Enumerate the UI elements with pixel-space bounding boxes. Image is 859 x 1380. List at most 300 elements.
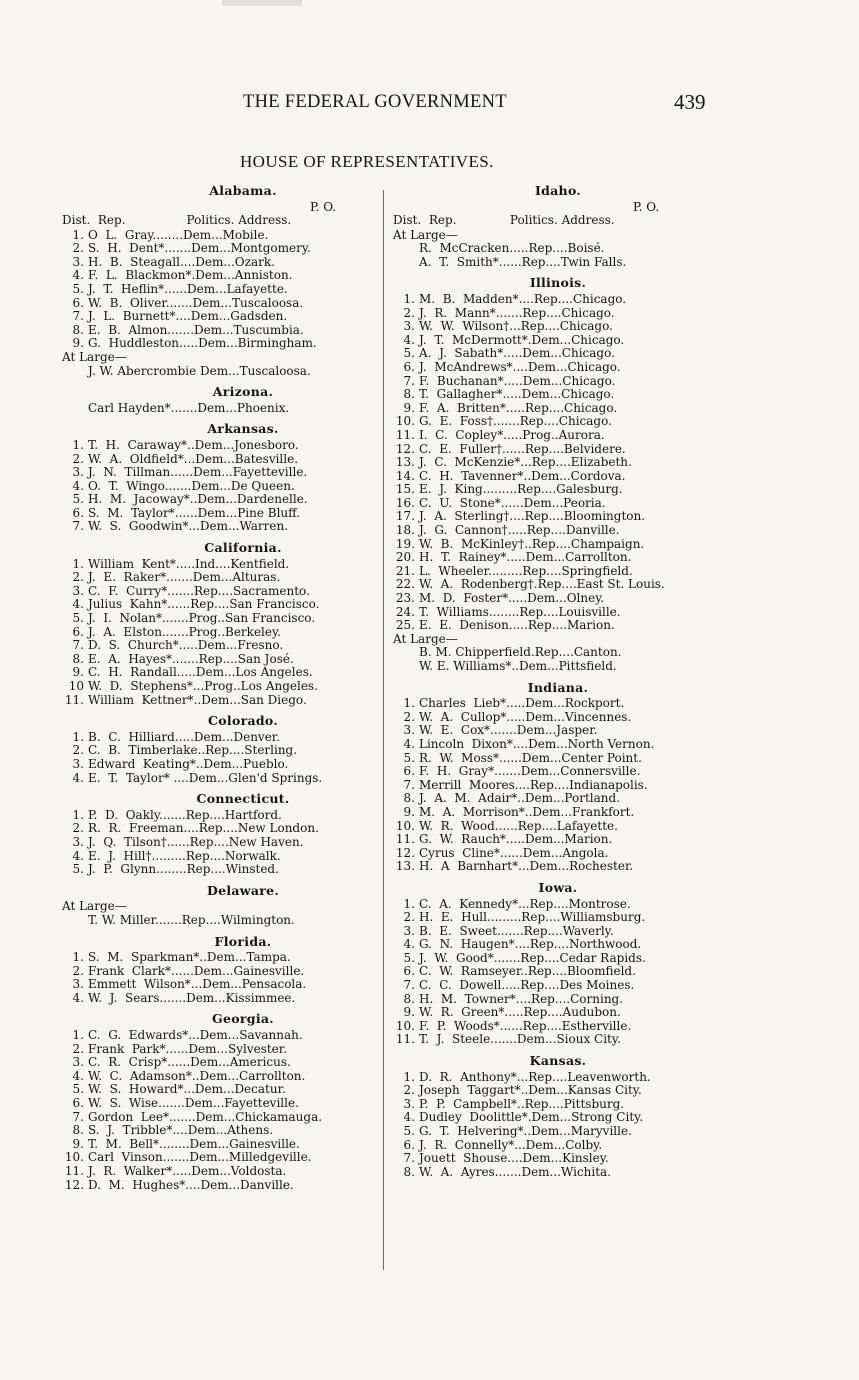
member-entry: R. W. Moss*......Dem...Center Point. — [419, 750, 642, 765]
member-row — [62, 680, 384, 694]
member-row — [62, 772, 384, 786]
running-header — [0, 92, 859, 118]
member-row — [393, 792, 723, 806]
member-entry: F. A. Britten*.....Rep....Chicago. — [419, 400, 618, 415]
district-number: 3. — [403, 723, 415, 738]
member-entry: F. P. Woods*......Rep....Estherville. — [419, 1018, 632, 1033]
politics-address-label: Politics. Address. — [186, 212, 292, 227]
member-row — [62, 758, 384, 772]
member-entry: C. G. Edwards*...Dem...Savannah. — [88, 1028, 303, 1043]
member-entry: C. F. Curry*.......Rep....Sacramento. — [88, 583, 310, 598]
state-name: Connecticut. — [196, 791, 290, 807]
member-entry: M. B. Madden*....Rep....Chicago. — [419, 291, 627, 306]
member-row — [393, 911, 723, 925]
district-number: 4. — [72, 597, 84, 612]
member-entry: D. S. Church*.....Dem...Fresno. — [88, 638, 284, 653]
district-number: 2. — [72, 963, 84, 978]
member-entry: H. E. Hull.........Rep....Williamsburg. — [419, 910, 646, 925]
member-row — [393, 592, 723, 606]
state-name: Alabama. — [209, 183, 277, 198]
member-entry: G. W. Rauch*.....Dem...Marion. — [419, 832, 613, 847]
member-row — [393, 334, 723, 348]
member-entry: W. R. Wood......Rep....Lafayette. — [419, 818, 618, 833]
member-row — [62, 453, 384, 467]
member-row — [62, 965, 384, 979]
district-number: 8. — [72, 651, 84, 666]
member-entry: W. B. Oliver.......Dem...Tuscaloosa. — [88, 295, 304, 310]
state-name: Colorado. — [208, 713, 278, 729]
district-number: 6. — [72, 1096, 84, 1111]
member-entry: Frank Clark*......Dem...Gainesville. — [88, 963, 305, 978]
district-number: 23. — [395, 591, 415, 606]
member-row — [393, 952, 723, 966]
member-row — [393, 293, 723, 307]
member-entry: T. H. Caraway*..Dem...Jonesboro. — [88, 437, 299, 452]
member-row — [393, 1125, 723, 1139]
district-number: 1. — [72, 556, 84, 571]
member-row — [393, 1152, 723, 1166]
member-entry: I. C. Copley*.....Prog..Aurora. — [419, 427, 605, 442]
state-block — [62, 792, 384, 877]
district-number: 16. — [395, 495, 415, 510]
member-row — [62, 992, 384, 1006]
member-row — [62, 850, 384, 864]
district-number: 22. — [395, 577, 415, 592]
member-row — [62, 283, 384, 297]
member-row — [62, 337, 384, 351]
state-name: Indiana. — [527, 679, 589, 695]
district-number: 6. — [403, 764, 415, 779]
member-entry: S. J. Tribble*....Dem...Athens. — [88, 1123, 274, 1138]
state-name: California. — [204, 540, 282, 556]
state-block — [62, 884, 384, 928]
member-entry: S. M. Sparkman*..Dem...Tampa. — [88, 950, 291, 965]
member-row — [62, 1083, 384, 1097]
member-row — [62, 626, 384, 640]
district-number: 6. — [72, 624, 84, 639]
district-number: 3. — [72, 1055, 84, 1070]
member-entry: E. A. Hayes*.......Rep....San José. — [88, 651, 294, 666]
district-number: 15. — [395, 482, 415, 497]
member-row — [393, 347, 723, 361]
dist-rep-label: Dist. Rep. — [62, 212, 126, 227]
district-number: 7. — [403, 1151, 415, 1166]
state-name: Arkansas. — [207, 421, 279, 437]
member-entry: W. S. Wise.......Dem...Fayetteville. — [88, 1096, 299, 1111]
member-entry: J. G. Cannon†.....Rep....Danville. — [419, 523, 620, 538]
member-row — [62, 1179, 384, 1193]
state-block — [393, 184, 723, 269]
district-number: 9. — [72, 665, 84, 680]
member-entry: H. A Barnhart*...Dem...Rochester. — [419, 859, 634, 874]
member-entry: J. W. Good*.......Rep....Cedar Rapids. — [419, 950, 646, 965]
district-number: 6. — [72, 295, 84, 310]
district-number: 2. — [403, 1083, 415, 1098]
district-number: 1. — [72, 729, 84, 744]
member-row — [393, 860, 723, 874]
state-name: Kansas. — [529, 1053, 587, 1069]
member-row — [62, 822, 384, 836]
state-block — [62, 714, 384, 785]
member-row — [393, 456, 723, 470]
district-number: 10. — [64, 1150, 84, 1165]
member-entry: H. M. Jacoway*..Dem...Dardenelle. — [88, 492, 308, 507]
district-number: 11. — [395, 832, 415, 847]
district-number: 2. — [403, 910, 415, 925]
member-entry: F. Buchanan*.....Dem...Chicago. — [419, 373, 616, 388]
member-entry: C. H. Tavenner*..Dem...Cordova. — [419, 468, 626, 483]
district-number: 6. — [403, 964, 415, 979]
member-row — [62, 653, 384, 667]
district-number: 1. — [72, 227, 84, 242]
member-entry: W. J. Sears.......Dem...Kissimmee. — [88, 990, 296, 1005]
member-entry: B. C. Hilliard.....Dem...Denver. — [88, 729, 281, 744]
district-number: 1. — [72, 950, 84, 965]
member-entry: W. A. Rodenberg†.Rep....East St. Louis. — [419, 577, 665, 592]
scan-smudge — [222, 0, 302, 6]
member-entry: J. L. Burnett*....Dem...Gadsden. — [88, 309, 288, 324]
member-row — [62, 639, 384, 653]
member-row — [62, 310, 384, 324]
member-entry: F. H. Gray*.......Dem...Connersville. — [419, 764, 641, 779]
member-entry: J. R. Connelly*...Dem...Colby. — [419, 1137, 603, 1152]
member-entry: J. T. McDermott*.Dem...Chicago. — [419, 332, 625, 347]
at-large-row — [62, 914, 384, 928]
state-name: Arizona. — [212, 384, 274, 400]
district-number: 8. — [403, 991, 415, 1006]
member-row — [62, 836, 384, 850]
member-row — [62, 612, 384, 626]
member-row — [393, 551, 723, 565]
member-entry: C. H. Randall.....Dem...Los Angeles. — [88, 665, 313, 680]
state-block — [393, 881, 723, 1047]
district-number: 25. — [395, 618, 415, 633]
member-entry: J. E. Raker*.......Dem...Alturas. — [88, 570, 281, 585]
district-number: 10. — [395, 414, 415, 429]
member-row — [62, 585, 384, 599]
member-row — [393, 925, 723, 939]
district-number: 3. — [403, 923, 415, 938]
member-entry: E. J. King.........Rep....Galesburg. — [419, 482, 623, 497]
district-number: 13. — [395, 859, 415, 874]
district-number: 1. — [72, 437, 84, 452]
district-number: 3. — [72, 834, 84, 849]
member-row — [393, 443, 723, 457]
member-entry: J. N. Tillman......Dem...Fayetteville. — [88, 465, 308, 480]
district-number: 1. — [72, 1028, 84, 1043]
member-row — [62, 269, 384, 283]
at-large-label: At Large— — [393, 227, 458, 242]
member-row — [393, 375, 723, 389]
district-number: 6. — [72, 505, 84, 520]
member-row — [62, 731, 384, 745]
at-large-row — [393, 660, 723, 674]
district-number: 11. — [395, 1032, 415, 1047]
member-entry: T. M. Bell*........Dem...Gainesville. — [88, 1136, 300, 1151]
district-number: 7. — [72, 1109, 84, 1124]
member-entry: T. W. Miller.......Rep....Wilmington. — [88, 912, 295, 927]
member-row — [393, 619, 723, 633]
state-name: Illinois. — [529, 275, 587, 291]
district-number: 5. — [403, 1124, 415, 1138]
district-number: 5. — [72, 862, 84, 877]
member-entry: W. A. Cullop*.....Dem...Vincennes. — [419, 709, 632, 724]
district-number: 2. — [403, 305, 415, 320]
member-entry: R. McCracken.....Rep....Boisé. — [419, 241, 605, 256]
district-number: 9. — [403, 804, 415, 819]
member-entry: G. Huddleston.....Dem...Birmingham. — [88, 336, 317, 351]
column-header — [393, 201, 723, 229]
member-entry: J. A. Sterling†....Rep....Bloomington. — [419, 509, 646, 524]
member-row — [62, 694, 384, 708]
district-number: 20. — [395, 550, 415, 565]
district-number: 10 — [68, 679, 84, 693]
member-row — [393, 538, 723, 552]
member-entry: R. R. Freeman....Rep....New London. — [88, 821, 319, 836]
member-row — [393, 1166, 723, 1180]
member-entry: J. P. Glynn........Rep....Winsted. — [88, 862, 279, 877]
member-entry: Edward Keating*..Dem...Pueblo. — [88, 756, 289, 771]
member-entry: Charles Lieb*.....Dem...Rockport. — [419, 696, 625, 711]
member-entry: C. U. Stone*......Dem...Peoria. — [419, 495, 606, 510]
member-entry: H. T. Rainey*.....Dem...Carrollton. — [419, 550, 632, 565]
member-entry: H. M. Towner*....Rep....Corning. — [419, 991, 624, 1006]
district-number: 2. — [72, 1041, 84, 1056]
district-number: 9. — [72, 1136, 84, 1151]
member-row — [62, 507, 384, 521]
district-number: 4. — [72, 990, 84, 1005]
district-number: 1. — [403, 1069, 415, 1084]
member-entry: G. T. Helvering*..Dem...Maryville. — [419, 1124, 632, 1138]
left-column — [62, 184, 384, 1192]
politics-address-label: Politics. Address. — [509, 212, 615, 227]
member-row — [393, 497, 723, 511]
member-row — [393, 779, 723, 793]
district-number: 3. — [72, 465, 84, 480]
member-row — [393, 429, 723, 443]
member-row — [393, 965, 723, 979]
member-row — [62, 666, 384, 680]
district-number: 5. — [403, 950, 415, 965]
member-row — [393, 510, 723, 524]
at-large-label: At Large— — [62, 899, 127, 914]
member-entry: Carl Hayden*.......Dem...Phoenix. — [88, 400, 290, 415]
district-number: 4. — [403, 937, 415, 952]
dist-rep-label: Dist. Rep. — [393, 212, 457, 227]
member-entry: W. C. Adamson*..Dem...Carrollton. — [88, 1068, 306, 1083]
member-entry: T. J. Steele.......Dem...Sioux City. — [419, 1032, 621, 1047]
member-entry: C. W. Ramseyer..Rep....Bloomfield. — [419, 964, 636, 979]
member-entry: M. D. Foster*.....Dem...Olney. — [419, 591, 605, 606]
district-number: 7. — [72, 519, 84, 534]
district-number: 9. — [403, 400, 415, 415]
district-number: 7. — [72, 638, 84, 653]
district-number: 12. — [395, 845, 415, 860]
running-title: THE FEDERAL GOVERNMENT — [243, 92, 507, 112]
member-entry: W. E. Cox*.......Dem...Jasper. — [419, 723, 598, 738]
district-number: 11. — [64, 1164, 84, 1178]
at-large-label: At Large— — [62, 349, 127, 364]
member-row — [393, 724, 723, 738]
member-row — [62, 1029, 384, 1043]
at-large-row — [62, 402, 384, 416]
member-entry: W. A. Ayres.......Dem...Wichita. — [419, 1164, 612, 1179]
header-row — [62, 214, 291, 228]
district-number: 5. — [403, 750, 415, 765]
state-block — [62, 1012, 384, 1192]
member-entry: E. T. Taylor* ....Dem...Glen'd Springs. — [88, 770, 323, 785]
district-number: 8. — [403, 1164, 415, 1179]
district-number: 12. — [395, 441, 415, 456]
member-entry: T. Gallagher*.....Dem...Chicago. — [419, 387, 615, 402]
member-row — [393, 938, 723, 952]
member-entry: E. E. Denison.....Rep....Marion. — [419, 618, 615, 633]
member-row — [393, 524, 723, 538]
member-entry: G. N. Haugen*....Rep....Northwood. — [419, 937, 642, 952]
member-row — [393, 752, 723, 766]
member-row — [62, 558, 384, 572]
district-number: 1. — [403, 896, 415, 911]
district-number: 3. — [403, 1096, 415, 1111]
member-row — [62, 1056, 384, 1070]
state-block — [393, 276, 723, 673]
district-number: 7. — [403, 978, 415, 993]
state-block — [393, 1054, 723, 1179]
member-row — [62, 1138, 384, 1152]
member-row — [62, 493, 384, 507]
member-entry: J. Q. Tilson†......Rep....New Haven. — [88, 834, 304, 849]
district-number: 2. — [403, 709, 415, 724]
member-entry: Lincoln Dixon*....Dem...North Vernon. — [419, 736, 655, 751]
member-entry: J. C. McKenzie*...Rep....Elizabeth. — [419, 455, 632, 470]
district-number: 2. — [72, 821, 84, 836]
member-entry: W. S. Howard*...Dem...Decatur. — [88, 1082, 286, 1097]
state-block — [393, 681, 723, 874]
district-number: 8. — [72, 1123, 84, 1138]
header-row — [393, 214, 615, 228]
district-number: 10. — [395, 1018, 415, 1033]
district-number: 7. — [72, 309, 84, 324]
member-row — [393, 738, 723, 752]
member-entry: Merrill Moores....Rep....Indianapolis. — [419, 777, 648, 792]
state-name: Delaware. — [206, 882, 280, 898]
member-entry: B. E. Sweet.......Rep....Waverly. — [419, 923, 614, 938]
district-number: 7. — [403, 777, 415, 792]
member-entry: J. I. Nolan*.......Prog..San Francisco. — [88, 611, 316, 626]
member-row — [62, 229, 384, 243]
member-row — [393, 1020, 723, 1034]
member-row — [62, 978, 384, 992]
member-row — [393, 320, 723, 334]
member-row — [62, 324, 384, 338]
member-row — [393, 1084, 723, 1098]
district-number: 10. — [395, 818, 415, 833]
member-row — [393, 820, 723, 834]
member-entry: W. S. Goodwin*...Dem...Warren. — [88, 519, 289, 534]
member-entry: J. T. Heflin*......Dem...Lafayette. — [88, 281, 288, 296]
member-row — [62, 520, 384, 534]
member-row — [393, 1071, 723, 1085]
district-number: 5. — [72, 492, 84, 507]
member-row — [62, 1043, 384, 1057]
member-entry: B. M. Chipperfield.Rep....Canton. — [419, 645, 622, 660]
state-name: Florida. — [214, 933, 272, 949]
member-row — [62, 1151, 384, 1165]
district-number: 4. — [72, 770, 84, 785]
state-block — [62, 422, 384, 534]
district-number: 4. — [72, 1068, 84, 1083]
district-number: 11. — [395, 427, 415, 442]
member-row — [393, 1111, 723, 1125]
member-entry: P. D. Oakly.......Rep....Hartford. — [88, 807, 282, 822]
member-row — [393, 765, 723, 779]
district-number: 8. — [72, 322, 84, 337]
member-row — [393, 1033, 723, 1047]
member-entry: G. E. Foss†.......Rep....Chicago. — [419, 414, 612, 429]
member-row — [62, 571, 384, 585]
state-block — [62, 385, 384, 415]
member-entry: Jouett Shouse....Dem...Kinsley. — [419, 1151, 609, 1166]
member-entry: William Kent*.....Ind....Kentfield. — [88, 556, 290, 571]
spacer — [457, 213, 510, 227]
member-row — [62, 1165, 384, 1179]
district-number: 2. — [72, 451, 84, 466]
column-header — [62, 201, 384, 229]
member-row — [393, 307, 723, 321]
member-entry: W. D. Stephens*...Prog..Los Angeles. — [88, 679, 318, 693]
member-row — [393, 565, 723, 579]
member-entry: Emmett Wilson*...Dem...Pensacola. — [88, 977, 307, 992]
member-row — [62, 1097, 384, 1111]
district-number: 6. — [403, 1137, 415, 1152]
at-large-row — [393, 646, 723, 660]
member-entry: Joseph Taggart*..Dem...Kansas City. — [419, 1083, 642, 1098]
district-number: 8. — [403, 791, 415, 806]
member-row — [62, 744, 384, 758]
district-number: 17. — [395, 509, 415, 524]
member-entry: Carl Vinson.......Dem...Milledgeville. — [88, 1150, 312, 1165]
member-entry: Julius Kahn*......Rep....San Francisco. — [88, 597, 320, 612]
right-column — [393, 184, 723, 1179]
member-entry: William Kettner*..Dem...San Diego. — [88, 692, 307, 707]
member-entry: L. Wheeler.........Rep....Springfield. — [419, 563, 633, 578]
member-entry: J. W. Abercrombie Dem...Tuscaloosa. — [88, 363, 311, 378]
member-entry: A. J. Sabath*.....Dem...Chicago. — [419, 346, 615, 361]
member-entry: Frank Park*......Dem...Sylvester. — [88, 1041, 288, 1056]
member-entry: J. A. Elston.......Prog..Berkeley. — [88, 624, 281, 639]
state-block — [62, 541, 384, 707]
member-entry: T. Williams........Rep....Louisville. — [419, 604, 621, 619]
section-title: HOUSE OF REPRESENTATIVES. — [240, 152, 494, 171]
state-block — [62, 184, 384, 378]
member-row — [393, 606, 723, 620]
district-number: 5. — [72, 1082, 84, 1097]
state-block — [62, 935, 384, 1006]
member-row — [393, 1098, 723, 1112]
member-row — [62, 951, 384, 965]
member-row — [62, 297, 384, 311]
district-number: 4. — [72, 848, 84, 863]
member-row — [393, 847, 723, 861]
member-row — [62, 598, 384, 612]
district-number: 3. — [72, 583, 84, 598]
member-entry: H. B. Steagall....Dem...Ozark. — [88, 254, 275, 269]
member-entry: W. A. Oldfield*...Dem...Batesville. — [88, 451, 299, 466]
district-number: 4. — [403, 332, 415, 347]
district-number: 3. — [72, 756, 84, 771]
state-name: Iowa. — [538, 879, 578, 895]
member-entry: W. E. Williams*..Dem...Pittsfield. — [419, 659, 617, 673]
